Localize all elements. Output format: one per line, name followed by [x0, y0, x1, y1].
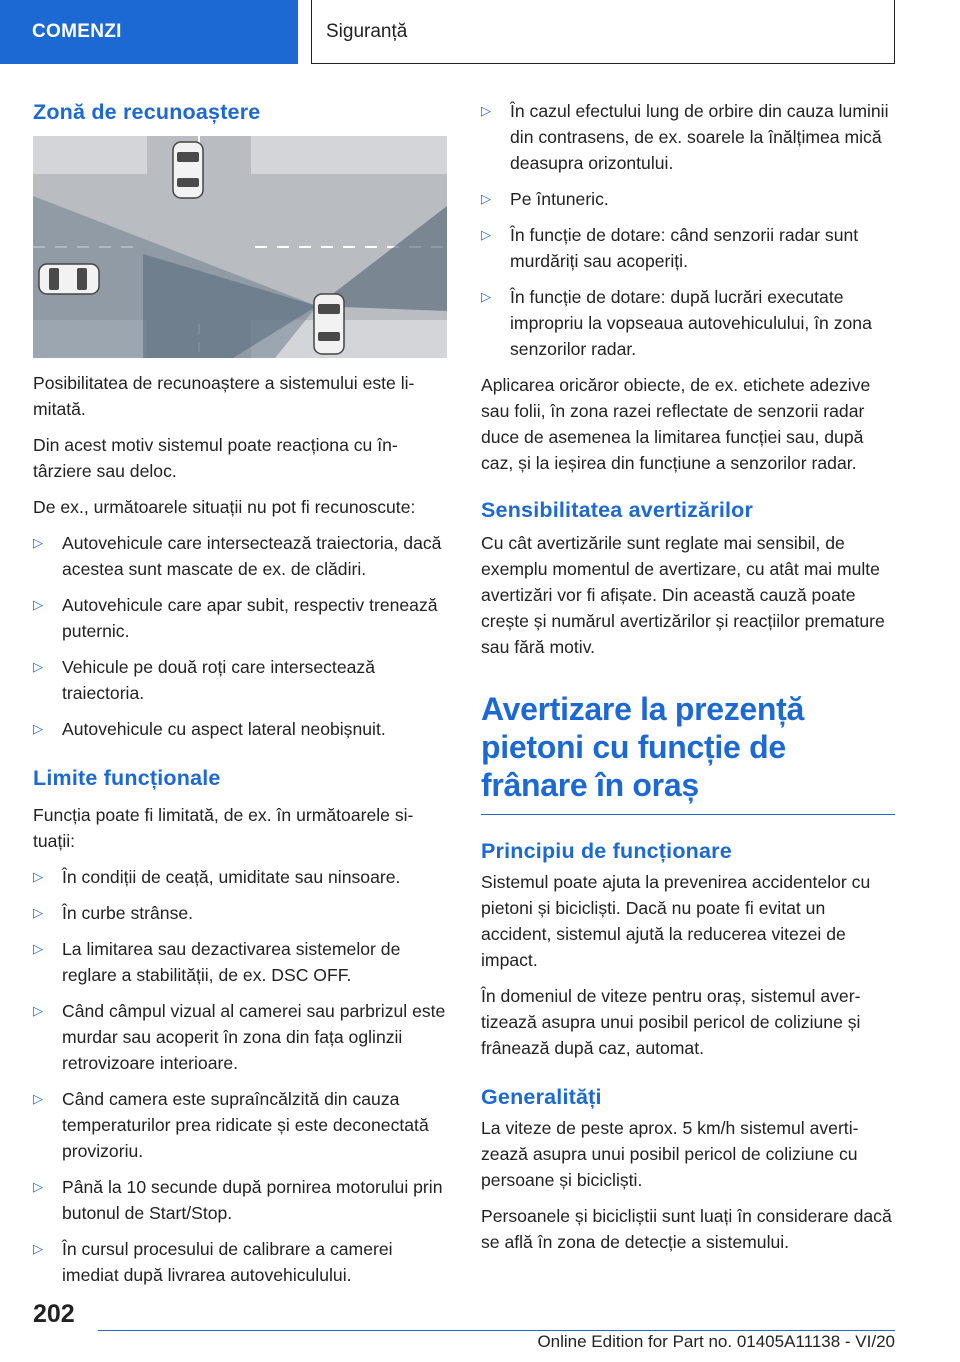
bullet-triangle-icon: ▷ [481, 191, 491, 206]
paragraph-situations-intro: De ex., următoarele situații nu pot fi recunoscute: [33, 497, 416, 517]
bullet-triangle-icon: ▷ [481, 289, 491, 304]
more-limits-list [481, 98, 895, 362]
footer-edition: Online Edition for Part no. 01405A11138 - VI/20 [537, 1332, 895, 1351]
list-item: ▷ Autovehicule cu aspect lateral neobișnuit. [33, 716, 447, 742]
bullet-triangle-icon: ▷ [33, 941, 43, 956]
list-item: ▷ În condiții de ceață, umiditate sau ninsoare. [33, 864, 447, 890]
list-item: ▷ În funcție de dotare: când senzorii radar sunt murdăriți sau acoperiți. [481, 222, 895, 274]
chapter-tab: COMENZI [0, 0, 298, 64]
paragraph-limited-recognition: Posibilitatea de recunoaștere a sistemului este limitată. [33, 373, 415, 419]
list-item: ▷ Autovehicule care intersectează traiectoria, dacă acestea sunt mascate de ex. de clădiri. [33, 530, 447, 582]
general-heading: Generalități [481, 1085, 602, 1109]
bullet-triangle-icon: ▷ [33, 1179, 43, 1194]
paragraph-principle: Sistemul poate ajuta la prevenirea accidentelor cu pietoni și bicicliști. Dacă nu poate fi evitat un accident, sistemul ajută la reducerea vitezei de impact. [481, 872, 871, 970]
list-item: ▷ În cursul procesului de calibrare a camerei imediat după livrarea autovehiculului. [33, 1236, 447, 1288]
bullet-triangle-icon: ▷ [33, 1091, 43, 1106]
paragraph-speed-threshold: La viteze de peste aprox. 5 km/h sistemul avertizează asupra unui posibil pericol de coliziune cu persoane și bicicliști. [481, 1118, 859, 1190]
paragraph-radar-objects: Aplicarea oricăror obiecte, de ex. etichete adezive sau folii, în zona razei reflectate de senzorii radar duce de asemenea la limitarea funcției sau, după caz, și la ieșirea din funcțiune a senzorilor radar. [481, 375, 871, 473]
bullet-triangle-icon: ▷ [33, 905, 43, 920]
bullet-triangle-icon: ▷ [33, 1003, 43, 1018]
paragraph-delayed-reaction: Din acest motiv sistemul poate reacționa cu întârziere sau deloc. [33, 435, 398, 481]
functional-limits-heading: Limite funcționale [33, 766, 221, 790]
warning-sensitivity-heading: Sensibilitatea avertizărilor [481, 498, 754, 522]
section-title: Siguranță [311, 0, 895, 64]
bullet-triangle-icon: ▷ [481, 103, 491, 118]
paragraph-sensitivity: Cu cât avertizările sunt reglate mai sensibil, de exemplu momentul de avertizare, cu atât mai multe avertizări vor fi afișate. Din această cauză poate crește și numărul avertizărilor și reacțiilor premature sau fără motiv. [481, 533, 885, 657]
list-item: ▷ Când câmpul vizual al camerei sau parbrizul este murdar sau acoperit în zona din fața oglinzii retrovizoare interioare. [33, 998, 447, 1076]
paragraph-detection-zone: Persoanele și bicicliștii sunt luați în considerare dacă se află în zona de detecție a sistemului. [481, 1206, 892, 1252]
list-item: ▷ În curbe strânse. [33, 900, 447, 926]
bullet-triangle-icon: ▷ [33, 1241, 43, 1256]
bullet-triangle-icon: ▷ [33, 721, 43, 736]
left-column [33, 98, 447, 1298]
operating-principle-heading: Principiu de funcționare [481, 839, 732, 863]
bullet-triangle-icon: ▷ [33, 869, 43, 884]
list-item: ▷ Când camera este supraîncălzită din cauza temperaturilor prea ridicate și este deconectată provizoriu. [33, 1086, 447, 1164]
list-item: ▷ În cazul efectului lung de orbire din cauza luminii din contrasens, de ex. soarele la înălțimea mică deasupra orizontului. [481, 98, 895, 176]
recognition-zone-heading: Zonă de recunoaștere [33, 100, 261, 124]
bullet-triangle-icon: ▷ [481, 227, 491, 242]
list-item: ▷ La limitarea sau dezactivarea sistemelor de reglare a stabilității, de ex. DSC OFF. [33, 936, 447, 988]
pedestrian-warning-title: Avertizare la prezență pietoni cu funcție de frânare în oraș [481, 690, 895, 815]
functional-limits-list [33, 864, 447, 1288]
list-item: ▷ Pe întuneric. [481, 186, 895, 212]
list-item: ▷ Autovehicule care apar subit, respectiv trenează puternic. [33, 592, 447, 644]
list-item: ▷ Vehicule pe două roți care intersectează traiectoria. [33, 654, 447, 706]
recognition-zone-diagram [33, 136, 447, 358]
paragraph-limits-intro: Funcția poate fi limitată, de ex. în următoarele situații: [33, 805, 414, 851]
right-column [481, 98, 895, 1265]
list-item: ▷ În funcție de dotare: după lucrări executate impropriu la vopseaua autovehiculului, în zona senzorilor radar. [481, 284, 895, 362]
paragraph-city-speed: În domeniul de viteze pentru oraș, sistemul avertizează asupra unui posibil pericol de coliziune și frânează după caz, automat. [481, 986, 861, 1058]
page-number: 202 [33, 1300, 75, 1328]
bullet-triangle-icon: ▷ [33, 535, 43, 550]
list-item: ▷ Până la 10 secunde după pornirea motorului prin butonul de Start/Stop. [33, 1174, 447, 1226]
bullet-triangle-icon: ▷ [33, 597, 43, 612]
bullet-triangle-icon: ▷ [33, 659, 43, 674]
unrecognized-situations-list [33, 530, 447, 742]
footer-divider [98, 1330, 895, 1331]
